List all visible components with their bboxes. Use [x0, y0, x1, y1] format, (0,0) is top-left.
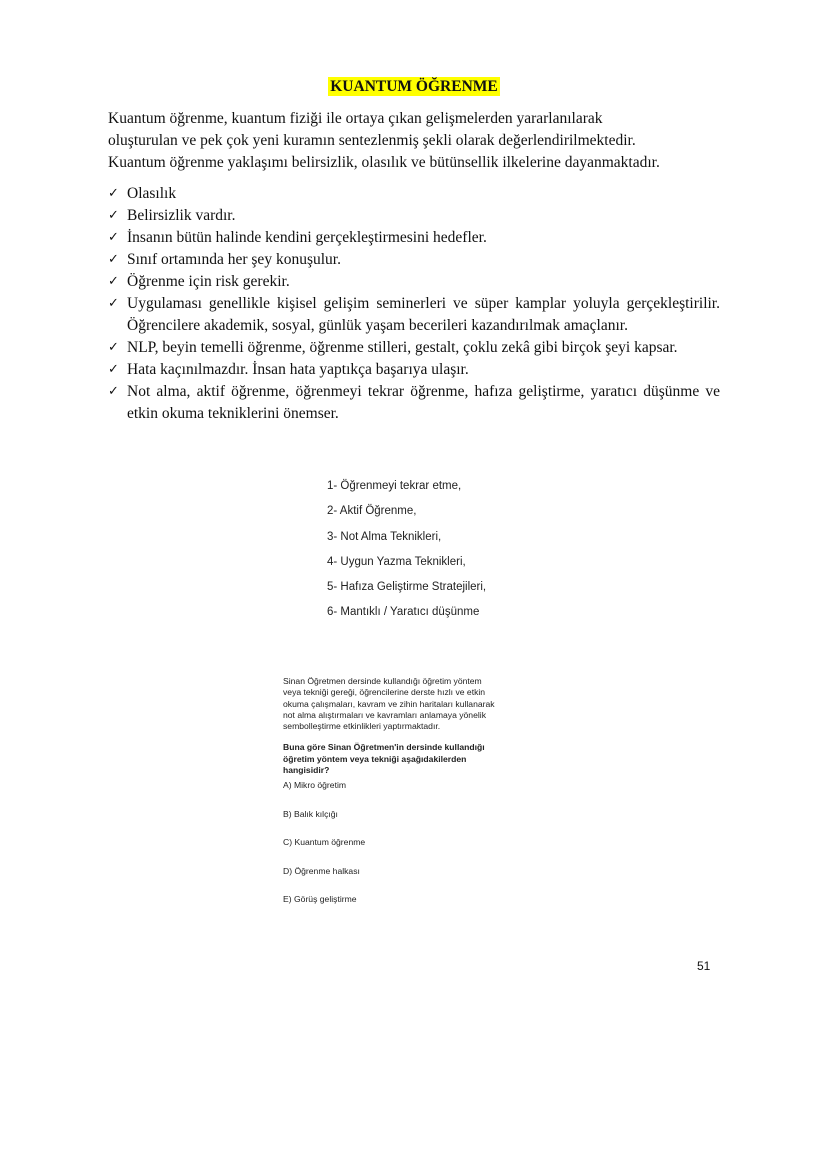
exam-question [283, 676, 545, 923]
answer-options [283, 780, 545, 923]
checklist-item-text: Belirsizlik vardır. [127, 207, 236, 224]
answer-option-a: A) Mikro öğretim [283, 780, 347, 791]
checklist-item [108, 381, 720, 425]
checklist-item-text: İnsanın bütün halinde kendini gerçekleştirmesini hedefler. [127, 229, 487, 246]
technique-item: 6- Mantıklı / Yaratıcı düşünme [327, 606, 480, 619]
check-mark-icon: ✓ [108, 274, 119, 289]
check-mark-icon: ✓ [108, 230, 119, 245]
question-stem [283, 676, 545, 732]
checklist-item [108, 271, 720, 293]
checklist-item-text: Öğrenme için risk gerekir. [127, 273, 290, 290]
question-stem-line: Sinan Öğretmen dersinde kullandığı öğretim yöntem [283, 676, 482, 686]
checklist-item [108, 205, 720, 227]
question-prompt-line: Buna göre Sinan Öğretmen'in dersinde kullandığı [283, 742, 485, 753]
checklist-item [108, 337, 720, 359]
page-number: 51 [697, 959, 711, 973]
highlighted-title: KUANTUM ÖĞRENME [330, 78, 498, 95]
question-stem-line: sembolleştirme etkinlikleri yaptırmaktadır. [283, 721, 441, 732]
check-mark-icon: ✓ [108, 340, 119, 355]
checklist-item-text: Sınıf ortamında her şey konuşulur. [127, 251, 341, 268]
question-stem-line: veya tekniği gereği, öğrencilerine derste hızlı ve etkin [283, 687, 486, 698]
checklist-item [108, 359, 720, 381]
checklist-item-text: NLP, beyin temelli öğrenme, öğrenme stilleri, gestalt, çoklu zekâ gibi birçok şeyi kapsar. [127, 339, 678, 356]
technique-item: 4- Uygun Yazma Teknikleri, [327, 555, 466, 568]
techniques-list [327, 478, 486, 630]
answer-option-e: E) Görüş geliştirme [283, 894, 357, 905]
checklist-item [108, 227, 720, 249]
check-mark-icon: ✓ [108, 186, 119, 201]
page-title [0, 78, 828, 96]
checklist-item [108, 249, 720, 271]
answer-option-d: D) Öğrenme halkası [283, 865, 360, 876]
checklist-item-text: Olasılık [127, 185, 177, 202]
check-mark-icon: ✓ [108, 362, 119, 377]
checklist-item-text: Hata kaçınılmazdır. İnsan hata yaptıkça başarıya ulaşır. [127, 361, 469, 378]
question-stem-line: not alma alıştırmaları ve kavramları anlamaya yönelik [283, 709, 486, 720]
question-stem-line: okuma çalışmaları, kavram ve zihin haritaları kullanarak [283, 698, 495, 709]
technique-item: 5- Hafıza Geliştirme Stratejileri, [327, 581, 487, 594]
question-prompt [283, 742, 545, 776]
intro-line-2: oluşturulan ve pek çok yeni kuramın sentezlenmiş şekli olarak değerlendirilmektedir. [108, 132, 636, 149]
intro-paragraph [108, 108, 720, 174]
checklist-item-text: Not alma, aktif öğrenme, öğrenmeyi tekrar öğrenme, hafıza geliştirme, yaratıcı düşünme ve etkin okuma tekniklerini önemser. [127, 383, 720, 422]
technique-item: 1- Öğrenmeyi tekrar etme, [327, 480, 462, 492]
check-mark-icon: ✓ [108, 208, 119, 223]
check-mark-icon: ✓ [108, 252, 119, 267]
question-prompt-line: öğretim yöntem veya tekniği aşağıdakilerden [283, 753, 467, 764]
feature-checklist [108, 183, 720, 425]
checklist-item-text: Uygulaması genellikle kişisel gelişim seminerleri ve süper kamplar yoluyla gerçekleştirilir. Öğrencilere akademik, sosyal, günlük yaşam becerileri kazandırılmak amaçlanır. [127, 295, 720, 334]
intro-line-1: Kuantum öğrenme, kuantum fiziği ile ortaya çıkan gelişmelerden yararlanılarak [108, 110, 603, 127]
question-prompt-line: hangisidir? [283, 765, 330, 776]
checklist-item [108, 183, 720, 205]
answer-option-b: B) Balık kılçığı [283, 808, 338, 819]
check-mark-icon: ✓ [108, 296, 119, 311]
technique-item: 2- Aktif Öğrenme, [327, 505, 417, 518]
intro-line-3: Kuantum öğrenme yaklaşımı belirsizlik, olasılık ve bütünsellik ilkelerine dayanmaktadır. [108, 154, 660, 171]
technique-item: 3- Not Alma Teknikleri, [327, 530, 442, 543]
check-mark-icon: ✓ [108, 384, 119, 399]
checklist-item [108, 293, 720, 337]
answer-option-c: C) Kuantum öğrenme [283, 837, 366, 848]
